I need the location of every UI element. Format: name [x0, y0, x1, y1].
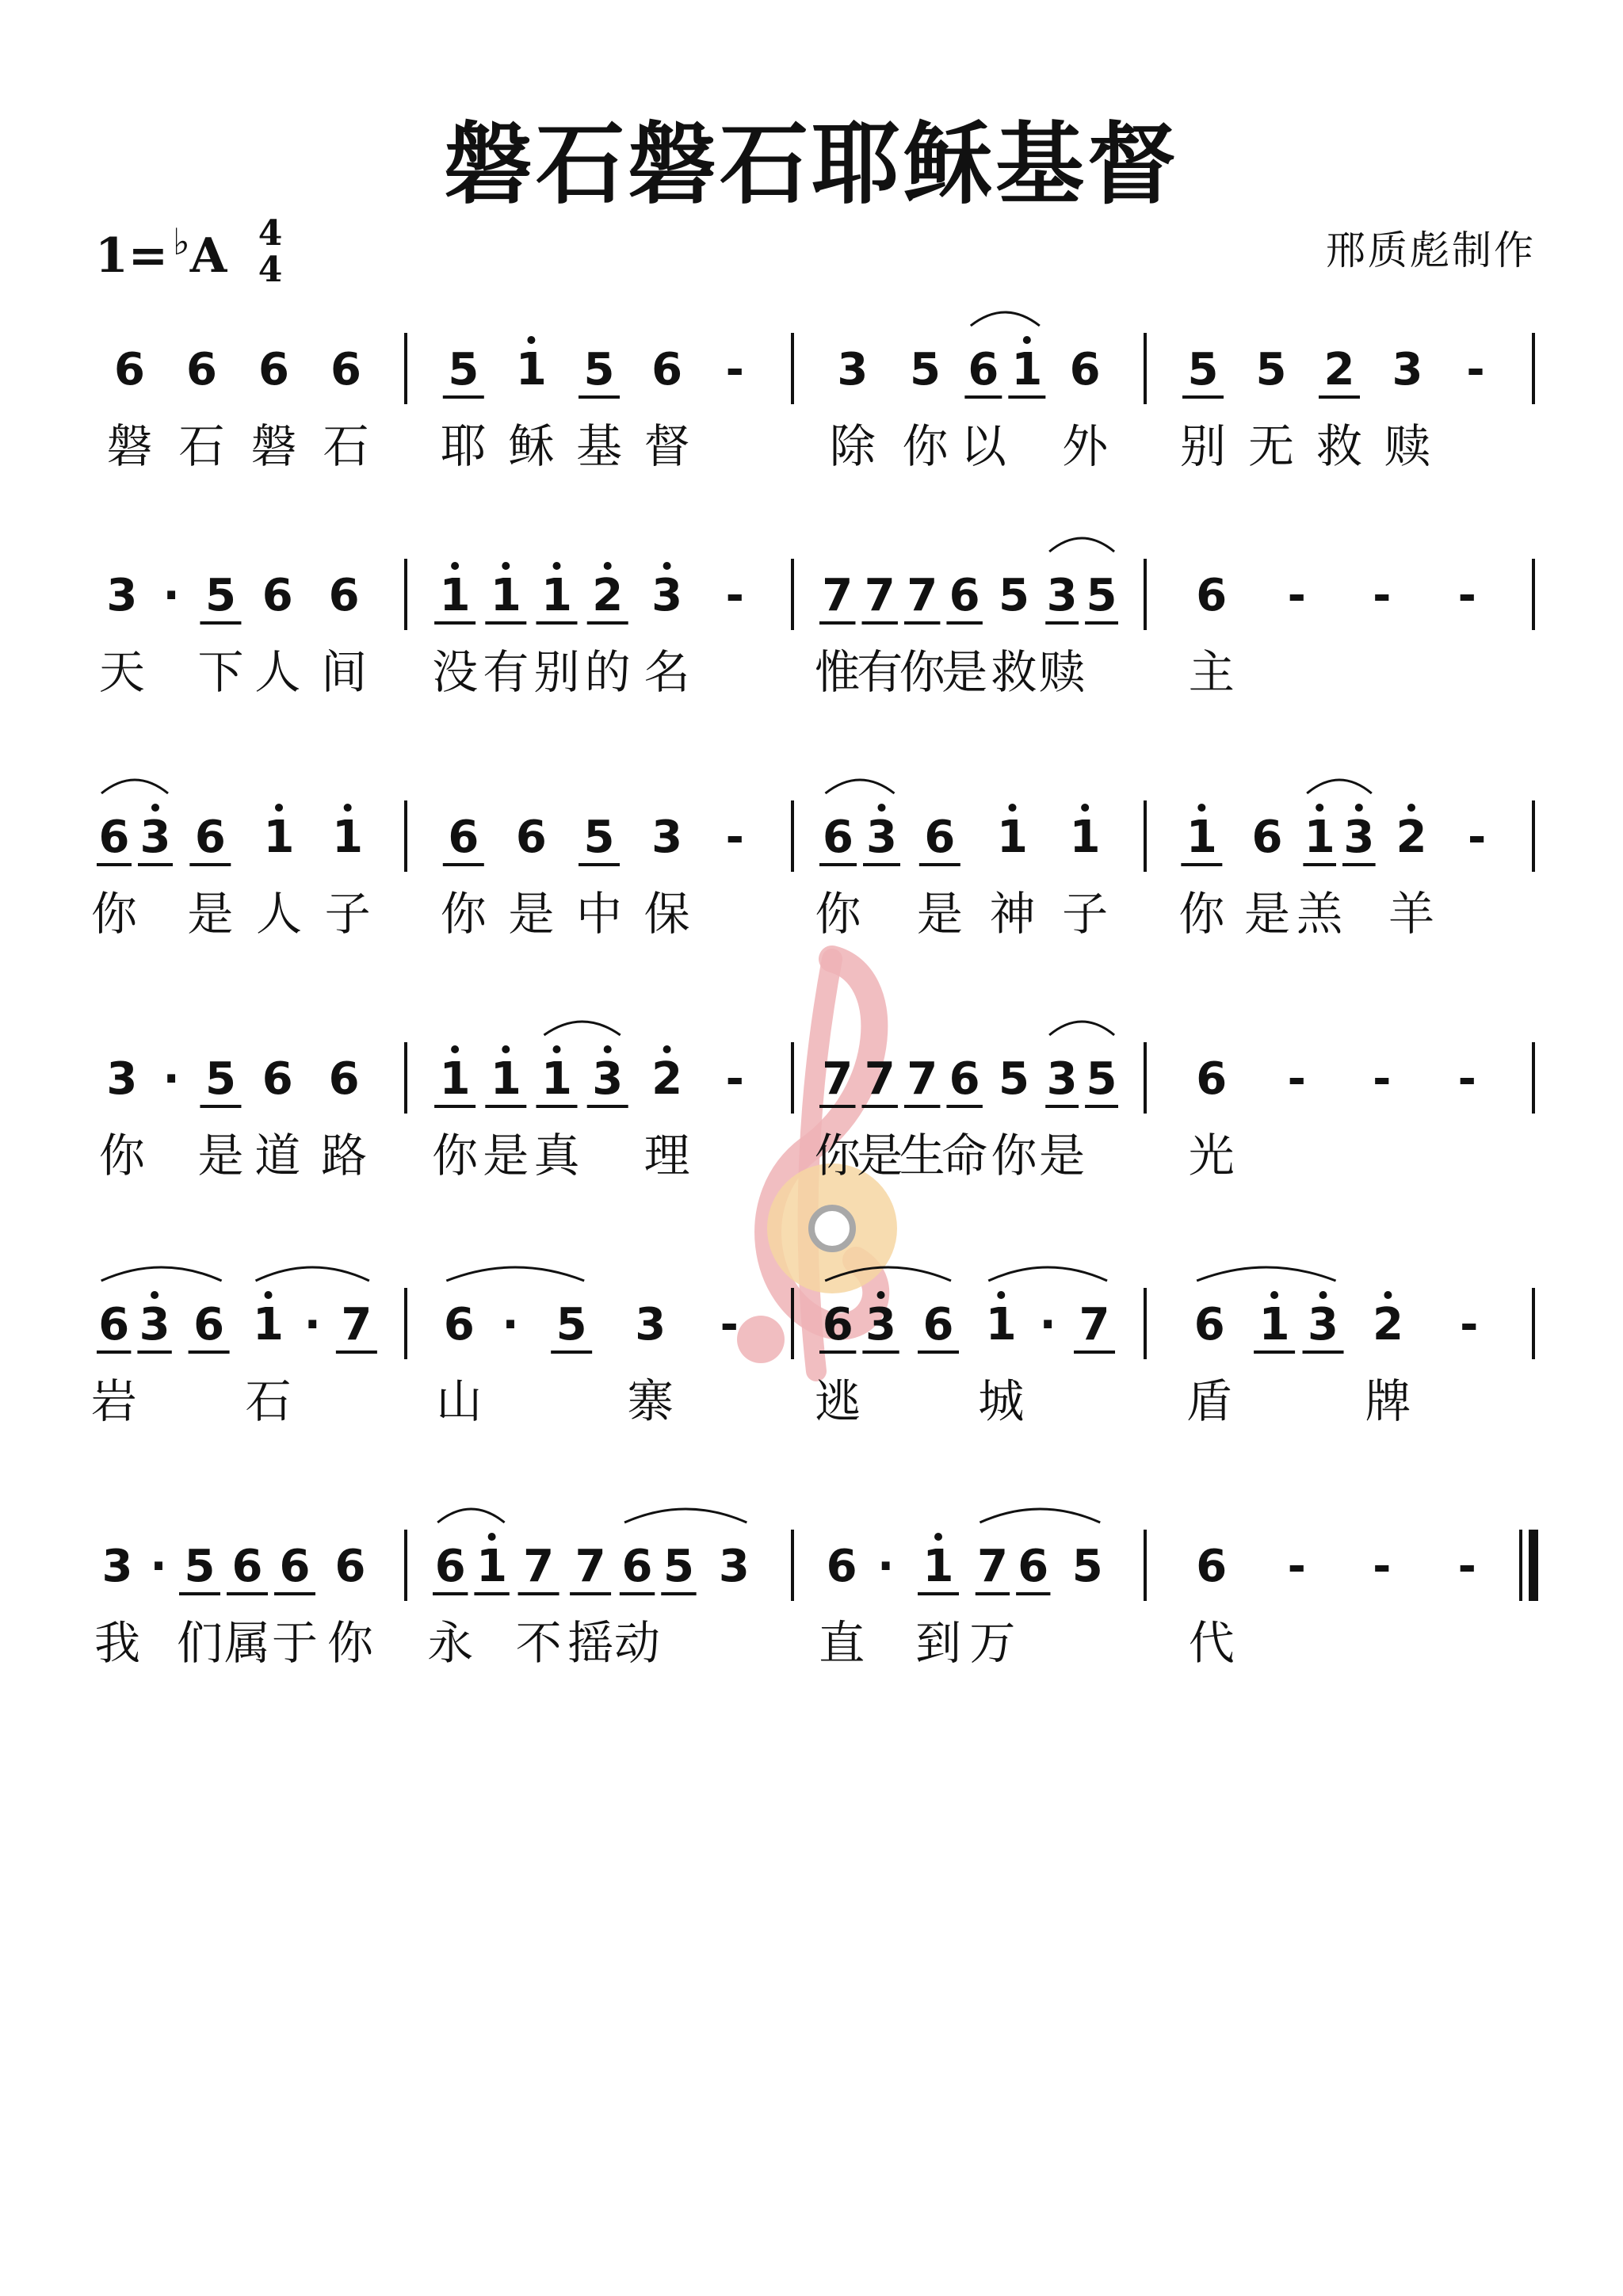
lyric-char: 神 [989, 887, 1036, 941]
note-digit: 2 [1396, 812, 1427, 863]
note-digit: 6 [1196, 570, 1228, 621]
note-digit: 3 [1343, 812, 1375, 863]
lyric-char: 是 [197, 1129, 244, 1182]
lyric-char: 们 [176, 1616, 223, 1670]
note-digit: 6 [448, 812, 479, 863]
lyric-char: 赎 [1384, 419, 1431, 473]
slur [1197, 1267, 1335, 1281]
slur [971, 312, 1040, 326]
note-digit: 1 [476, 1541, 508, 1592]
slur [544, 1022, 621, 1035]
note-digit: 3 [101, 1541, 133, 1592]
lyric-char: 永 [427, 1616, 474, 1670]
note-digit: 5 [999, 1053, 1030, 1105]
lyric-char: 是 [483, 1129, 529, 1182]
high-octave-dot [265, 1291, 273, 1299]
lyric-char: 是 [1039, 1129, 1086, 1182]
lyric-char: 你 [327, 1616, 374, 1670]
note-digit: 6 [922, 1299, 954, 1350]
lyric-char: 你 [814, 1129, 861, 1182]
lyric-char: 牌 [1365, 1374, 1411, 1428]
note-digit: 1 [1069, 812, 1101, 863]
note-digit: 6 [98, 812, 130, 863]
note-digit: 1 [263, 812, 295, 863]
lyric-char: 无 [1247, 419, 1295, 473]
lyric-char: 不 [515, 1616, 562, 1670]
lyric-char: 石 [245, 1374, 292, 1428]
note-digit: 1 [332, 812, 364, 863]
note-digit: 2 [651, 1053, 683, 1105]
high-octave-dot [275, 804, 283, 812]
note-digit: 5 [663, 1541, 694, 1592]
note-digit: 3 [1392, 344, 1423, 395]
lyric-char: 代 [1188, 1616, 1235, 1670]
high-octave-dot [502, 1045, 510, 1053]
note-digit: 1 [1258, 1299, 1290, 1350]
note-digit: 3 [106, 570, 138, 621]
high-octave-dot [604, 1045, 612, 1053]
note-digit: 3 [1046, 570, 1078, 621]
flat-sign: ♭ [173, 220, 190, 263]
lyric-char: 下 [197, 645, 244, 699]
note-digit: 3 [592, 1053, 624, 1105]
note-digit: 7 [523, 1541, 555, 1592]
note-digit: 3 [106, 1053, 138, 1105]
note-digit: 7 [822, 570, 854, 621]
lyric-char: 是 [857, 1129, 903, 1182]
slur [1049, 1022, 1114, 1035]
note-digit: 5 [583, 344, 615, 395]
slur [446, 1267, 584, 1281]
lyric-char: 是 [508, 887, 555, 941]
lyric-char: 理 [643, 1129, 690, 1182]
note-digit: 5 [1187, 344, 1219, 395]
lyric-char: 是 [941, 645, 988, 699]
dash-hold: - [720, 1299, 739, 1350]
high-octave-dot [1009, 804, 1017, 812]
lyric-char: 寨 [627, 1374, 674, 1428]
dash-hold: - [725, 812, 744, 863]
note-digit: 1 [1304, 812, 1335, 863]
dash-hold: - [725, 344, 744, 395]
note-digit: 6 [1193, 1299, 1225, 1350]
lyric-char: 耶 [440, 419, 487, 473]
note-digit: 6 [1251, 812, 1283, 863]
note-digit: 6 [262, 570, 293, 621]
lyric-char: 动 [614, 1616, 661, 1670]
note-digit: 6 [1069, 344, 1101, 395]
lyric-char: 以 [960, 419, 1006, 473]
high-octave-dot [877, 1291, 885, 1299]
note-digit: 1 [490, 1053, 521, 1105]
lyric-char: 你 [815, 887, 861, 941]
dash-hold: - [1373, 1541, 1392, 1592]
augmentation-dot: · [502, 1299, 519, 1350]
lyric-char: 羊 [1388, 887, 1434, 941]
lyric-char: 你 [899, 645, 945, 699]
lyric-char: 是 [187, 887, 234, 941]
note-digit: 6 [334, 1541, 366, 1592]
note-digit: 5 [999, 570, 1030, 621]
lyric-char: 城 [978, 1374, 1025, 1428]
note-digit: 5 [1086, 570, 1117, 621]
high-octave-dot [1355, 804, 1363, 812]
note-digit: 6 [949, 570, 980, 621]
lyric-char: 到 [915, 1616, 962, 1670]
dash-hold: - [1457, 1541, 1476, 1592]
note-digit: 6 [193, 1299, 225, 1350]
lyric-char: 我 [94, 1616, 141, 1670]
lyric-char: 间 [321, 645, 368, 699]
note-digit: 1 [985, 1299, 1017, 1350]
note-digit: 3 [651, 812, 683, 863]
lyric-char: 中 [575, 887, 623, 941]
note-digit: 3 [1046, 1053, 1078, 1105]
high-octave-dot [1023, 336, 1031, 344]
lyric-char: 属 [223, 1616, 271, 1670]
note-digit: 6 [328, 1053, 360, 1105]
slur [101, 1267, 222, 1281]
note-digit: 7 [907, 1053, 938, 1105]
high-octave-dot [1316, 804, 1323, 812]
lyric-char: 人 [255, 887, 303, 941]
key-letter: A [189, 228, 227, 284]
note-digit: 2 [592, 570, 624, 621]
lyric-char: 外 [1062, 419, 1109, 473]
note-digit: 5 [184, 1541, 216, 1592]
lyric-char: 命 [941, 1129, 988, 1182]
high-octave-dot [553, 1045, 561, 1053]
note-digit: 3 [651, 570, 683, 621]
note-digit: 6 [1018, 1541, 1049, 1592]
lyric-char: 山 [436, 1374, 483, 1428]
note-digit: 3 [635, 1299, 666, 1350]
note-digit: 6 [279, 1541, 311, 1592]
note-digit: 7 [976, 1541, 1008, 1592]
lyric-char: 督 [643, 419, 690, 473]
lyric-char: 真 [533, 1129, 580, 1182]
high-octave-dot [1270, 1291, 1278, 1299]
lyric-char: 石 [178, 419, 225, 473]
note-digit: 6 [231, 1541, 263, 1592]
note-digit: 6 [621, 1541, 653, 1592]
lyric-char: 基 [575, 419, 623, 473]
high-octave-dot [663, 1045, 671, 1053]
dash-hold: - [1457, 570, 1476, 621]
note-digit: 1 [1011, 344, 1043, 395]
note-digit: 3 [837, 344, 869, 395]
high-octave-dot [997, 1291, 1005, 1299]
dash-hold: - [1287, 570, 1306, 621]
high-octave-dot [1081, 804, 1089, 812]
lyric-char: 你 [432, 1129, 479, 1182]
lyric-char: 子 [1062, 887, 1109, 941]
time-bottom: 4 [258, 250, 283, 290]
note-digit: 3 [865, 1299, 897, 1350]
note-digit: 6 [826, 1541, 857, 1592]
dash-hold: - [1287, 1541, 1306, 1592]
high-octave-dot [451, 562, 459, 570]
lyric-char: 羔 [1296, 887, 1343, 941]
lyric-char: 天 [98, 645, 145, 699]
note-digit: 6 [924, 812, 956, 863]
note-digit: 1 [439, 570, 471, 621]
high-octave-dot [451, 1045, 459, 1053]
augmentation-dot: · [162, 1053, 180, 1105]
lyric-char: 有 [857, 645, 903, 699]
note-digit: 6 [330, 344, 361, 395]
credit-text: 邢质彪制作 [1326, 227, 1536, 273]
lyric-char: 是 [1244, 887, 1291, 941]
lyric-char: 有 [483, 645, 529, 699]
lyric-char: 名 [643, 645, 690, 699]
note-digit: 5 [204, 570, 236, 621]
high-octave-dot [553, 562, 561, 570]
high-octave-dot [527, 336, 535, 344]
slur [826, 780, 895, 793]
lyric-char: 人 [254, 645, 301, 699]
note-digit: 1 [541, 570, 572, 621]
slur [988, 1267, 1107, 1281]
lyric-char: 没 [432, 645, 479, 699]
note-digit: 1 [515, 344, 547, 395]
dash-hold: - [1468, 812, 1487, 863]
lyric-char: 主 [1188, 645, 1235, 699]
lyric-char: 你 [98, 1129, 145, 1182]
time-top: 4 [258, 213, 283, 254]
note-digit: 1 [490, 570, 521, 621]
note-digit: 7 [864, 1053, 896, 1105]
slur [437, 1509, 504, 1522]
lyric-char: 直 [819, 1616, 865, 1670]
high-octave-dot [344, 804, 352, 812]
dash-hold: - [1373, 570, 1392, 621]
lyric-char: 岩 [90, 1374, 137, 1428]
high-octave-dot [1384, 1291, 1392, 1299]
lyric-char: 摇 [567, 1616, 614, 1670]
note-digit: 1 [1186, 812, 1217, 863]
lyric-char: 你 [90, 887, 138, 941]
augmentation-dot: · [150, 1541, 167, 1592]
dash-hold: - [725, 570, 744, 621]
high-octave-dot [488, 1533, 496, 1541]
lyric-char: 盾 [1186, 1374, 1233, 1428]
slur [980, 1509, 1100, 1522]
note-digit: 6 [434, 1541, 466, 1592]
lyric-char: 道 [254, 1129, 301, 1182]
lyric-char: 光 [1188, 1129, 1235, 1182]
lyric-char: 的 [584, 645, 631, 699]
augmentation-dot: · [162, 570, 180, 621]
high-octave-dot [151, 1291, 158, 1299]
high-octave-dot [151, 804, 159, 812]
lyric-char: 磐 [106, 419, 153, 473]
key-prefix: 1= [95, 228, 169, 284]
note-digit: 6 [1196, 1541, 1228, 1592]
lyric-char: 赎 [1039, 645, 1086, 699]
dash-hold: - [1373, 1053, 1392, 1105]
note-digit: 6 [823, 812, 854, 863]
lyric-char: 稣 [508, 419, 555, 473]
high-octave-dot [1407, 804, 1415, 812]
lyric-char: 是 [916, 887, 963, 941]
high-octave-dot [878, 804, 886, 812]
note-digit: 6 [1196, 1053, 1228, 1105]
note-digit: 6 [949, 1053, 980, 1105]
song-title: 磐石磐石耶稣基督 [444, 113, 1179, 216]
note-digit: 1 [253, 1299, 285, 1350]
note-digit: 5 [910, 344, 941, 395]
note-digit: 5 [583, 812, 615, 863]
note-digit: 6 [258, 344, 289, 395]
note-digit: 6 [968, 344, 999, 395]
slur [624, 1509, 747, 1522]
note-digit: 6 [515, 812, 547, 863]
lyric-char: 万 [969, 1616, 1016, 1670]
high-octave-dot [663, 562, 671, 570]
slur [1049, 538, 1114, 552]
lyric-char: 磐 [250, 419, 297, 473]
high-octave-dot [604, 562, 612, 570]
note-digit: 5 [448, 344, 479, 395]
note-digit: 6 [186, 344, 217, 395]
note-digit: 6 [822, 1299, 854, 1350]
dash-hold: - [1457, 1053, 1476, 1105]
lyric-char: 你 [902, 419, 949, 473]
slur [825, 1267, 951, 1281]
note-digit: 7 [907, 570, 938, 621]
slur [101, 780, 168, 793]
lyric-char: 你 [991, 1129, 1037, 1182]
note-digit: 6 [443, 1299, 475, 1350]
lyric-char: 生 [899, 1129, 945, 1182]
lyric-char: 别 [1179, 419, 1227, 473]
note-digit: 7 [1079, 1299, 1110, 1350]
note-digit: 6 [114, 344, 145, 395]
lyric-char: 保 [643, 887, 690, 941]
note-digit: 1 [541, 1053, 572, 1105]
lyric-char: 于 [271, 1616, 319, 1670]
note-digit: 1 [997, 812, 1028, 863]
high-octave-dot [934, 1533, 942, 1541]
slur [1307, 780, 1372, 793]
lyric-char: 救 [991, 645, 1037, 699]
note-digit: 6 [328, 570, 360, 621]
lyric-char: 除 [829, 419, 876, 473]
dash-hold: - [1287, 1053, 1306, 1105]
note-digit: 6 [651, 344, 683, 395]
lyric-char: 别 [533, 645, 580, 699]
high-octave-dot [502, 562, 510, 570]
high-octave-dot [1319, 1291, 1327, 1299]
note-digit: 7 [822, 1053, 854, 1105]
note-digit: 5 [1086, 1053, 1117, 1105]
note-digit: 7 [575, 1541, 606, 1592]
note-digit: 6 [262, 1053, 293, 1105]
dash-hold: - [1460, 1299, 1479, 1350]
note-digit: 7 [864, 570, 896, 621]
augmentation-dot: · [304, 1299, 321, 1350]
note-digit: 7 [341, 1299, 372, 1350]
dash-hold: - [725, 1053, 744, 1105]
lyric-char: 子 [324, 887, 371, 941]
lyric-char: 你 [1178, 887, 1225, 941]
note-digit: 3 [139, 1299, 170, 1350]
lyric-char: 救 [1316, 419, 1363, 473]
note-digit: 3 [1308, 1299, 1339, 1350]
note-digit: 2 [1372, 1299, 1403, 1350]
note-digit: 3 [866, 812, 897, 863]
note-digit: 5 [556, 1299, 587, 1350]
high-octave-dot [1197, 804, 1205, 812]
note-digit: 2 [1323, 344, 1355, 395]
lyric-char: 路 [321, 1129, 368, 1182]
note-digit: 1 [439, 1053, 471, 1105]
note-digit: 1 [922, 1541, 954, 1592]
note-digit: 5 [1071, 1541, 1103, 1592]
slur [256, 1267, 369, 1281]
note-digit: 5 [1255, 344, 1287, 395]
lyric-char: 石 [323, 419, 369, 473]
augmentation-dot: · [1039, 1299, 1056, 1350]
dash-hold: - [1466, 344, 1485, 395]
note-digit: 6 [194, 812, 226, 863]
note-digit: 3 [718, 1541, 750, 1592]
lyric-char: 惟 [814, 645, 861, 699]
note-digit: 6 [98, 1299, 130, 1350]
note-digit: 3 [139, 812, 171, 863]
lyric-char: 逃 [815, 1374, 861, 1428]
note-digit: 5 [204, 1053, 236, 1105]
lyric-char: 你 [440, 887, 487, 941]
augmentation-dot: · [877, 1541, 895, 1592]
